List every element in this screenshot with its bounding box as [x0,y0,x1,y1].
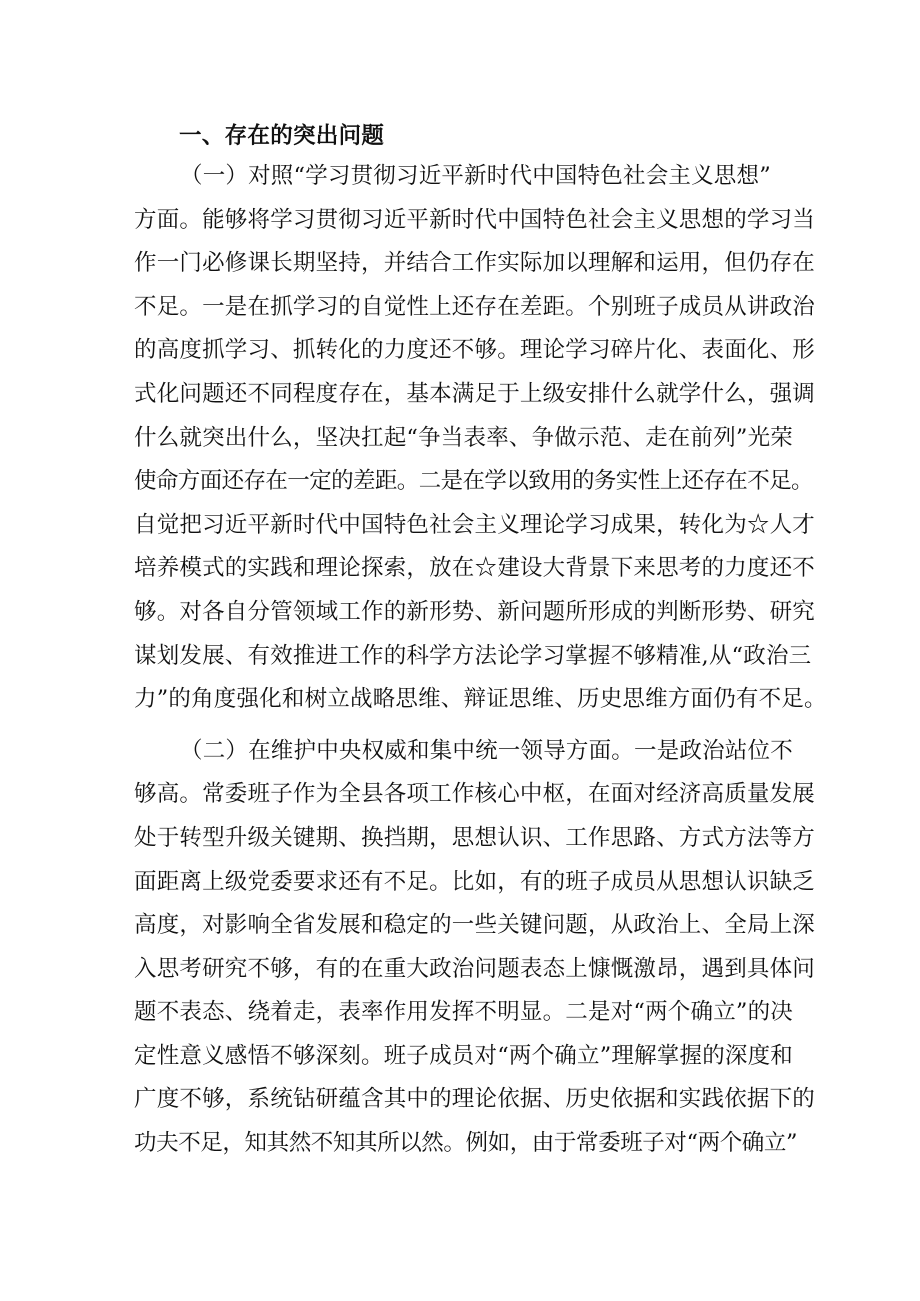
paragraph-line: 谋划发展、有效推进工作的科学方法论学习掌握不够精准,从“政治三 [134,642,812,669]
paragraph-line: 式化问题还不同程度存在，基本满足于上级安排什么就学什么，强调 [134,380,816,407]
paragraph-line: 面距离上级党委要求还有不足。比如，有的班子成员从思想认识缺乏 [134,868,816,895]
paragraph-1 [134,155,827,722]
paragraph-line: 使命方面还存在一定的差距。二是在学以致用的务实性上还存在不足。 [134,468,813,495]
paragraph-2 [134,730,816,1166]
paragraph-gap [134,722,798,730]
paragraph-line: 够高。常委班子作为全县各项工作核心中枢，在面对经济高质量发展 [134,781,816,808]
paragraph-line: 什么就突出什么，坚决扛起“争当表率、争做示范、走在前列”光荣 [134,424,794,451]
paragraph-line: 方面。能够将学习贯彻习近平新时代中国特色社会主义思想的学习当 [134,206,816,233]
paragraph-line: 功夫不足，知其然不知其所以然。例如，由于常委班子对“两个确立” [134,1130,798,1157]
paragraph-line: 力”的角度强化和树立战略思维、辩证思维、历史思维方面仍有不足。 [134,686,827,713]
paragraph-line: 高度，对影响全省发展和稳定的一些关键问题，从政治上、全局上深 [134,912,816,939]
paragraph-line: 自觉把习近平新时代中国特色社会主义理论学习成果，转化为☆人才 [134,511,816,538]
paragraph-line: 作一门必修课长期坚持，并结合工作实际加以理解和运用，但仍存在 [134,250,816,277]
paragraph-line: （一）对照“学习贯彻习近平新时代中国特色社会主义思想” [180,163,771,189]
paragraph-line: 题不表态、绕着走，表率作用发挥不明显。二是对“两个确立”的决 [134,999,794,1026]
paragraph-line: 培养模式的实践和理论探索，放在☆建设大背景下来思考的力度还不 [134,555,816,582]
paragraph-line: 的高度抓学习、抓转化的力度还不够。理论学习碎片化、表面化、形 [134,337,816,364]
document-body [134,117,827,1166]
paragraph-line: 处于转型升级关键期、换挡期，思想认识、工作思路、方式方法等方 [134,824,816,851]
paragraph-line: 够。对各自分管领域工作的新形势、新问题所形成的判断形势、研究 [134,598,816,625]
paragraph-line: （二）在维护中央权威和集中统一领导方面。一是政治站位不 [180,737,793,764]
paragraph-line: 广度不够，系统钻研蕴含其中的理论依据、历史依据和实践依据下的 [134,1086,816,1113]
paragraph-line: 定性意义感悟不够深刻。班子成员对“两个确立”理解掌握的深度和 [134,1042,794,1069]
section-heading: 一、存在的突出问题 [179,123,385,149]
paragraph-line: 不足。一是在抓学习的自觉性上还存在差距。个别班子成员从讲政治 [134,293,816,320]
paragraph-line: 入思考研究不够，有的在重大政治问题表态上慷慨激昂，遇到具体问 [134,955,816,982]
